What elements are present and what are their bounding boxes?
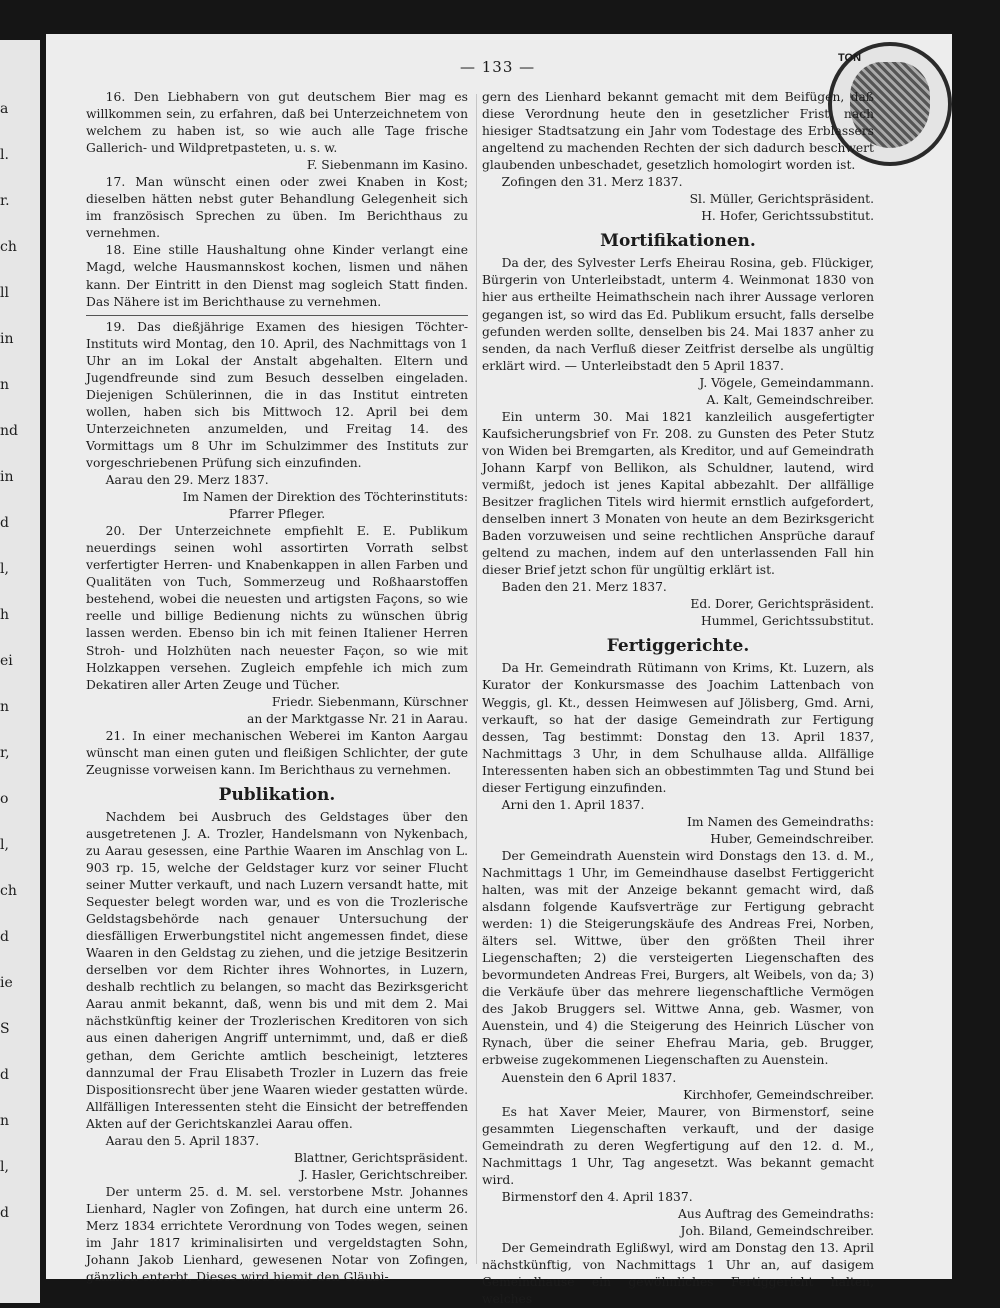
left-page-fragment: in	[0, 469, 14, 485]
paragraph: Da der, des Sylvester Lerfs Eheirau Rosina, geb. Flückiger, Bürgerin von Unterleibstadt, unterm 4. Weinmonat 1830 von hier aus ertheilte Heimathschein nach ihrer Aussage verloren gegangen ist, so wird das Ed. Publikum ersucht, falls derselbe gefunden werden sollte, denselben bis 24. Mai 1837 anher zu senden, da nach Verfluß dieser Zeitfrist derselbe als ungültig erklärt wird. — Unterleibstadt den 5 April 1837.	[482, 256, 874, 373]
paragraph: Der unterm 25. d. M. sel. verstorbene Mstr. Johannes Lienhard, Nagler von Zofingen, hat durch eine unterm 26. Merz 1834 errichtete Verordnung von Todes wegen, seinen im Jahr 1817 kriminalisirten und vergeldstagten Sohn, Johann Jakob Lienhard, gewesenen Notar von Zofingen, gänzlich enterbt. Dieses wird hiemit den Gläubi-	[86, 1184, 468, 1285]
left-page-fragment: l,	[0, 1159, 9, 1175]
left-page-fragment: d	[0, 1067, 9, 1083]
paragraph: gern des Lienhard bekannt gemacht mit dem Beifügen, daß diese Verordnung heute den in gesetzlicher Frist, nach hiesiger Stadtsatzung ein Jahr vom Todestage des Erblassers angeltend zu machenden Rechten der sich dadurch beschwert glaubenden unbeschadet, gesetzlich homologirt worden ist.	[482, 90, 874, 173]
left-page-fragment: ei	[0, 653, 13, 669]
signature-line: Ed. Dorer, Gerichtspräsident.	[690, 597, 874, 612]
paragraph: Auenstein den 6 April 1837.	[501, 1070, 677, 1085]
signature-line: Kirchhofer, Gemeindschreiber.	[683, 1087, 874, 1102]
left-page-fragment: n	[0, 699, 10, 715]
paragraph: Arni den 1. April 1837.	[501, 797, 645, 812]
signature-line: Im Namen der Direktion des Töchterinstituts:	[182, 490, 468, 505]
left-page-fragment: d	[0, 515, 9, 531]
left-page-fragment: l,	[0, 837, 9, 853]
right-column	[482, 89, 874, 1308]
left-page-fragment: n	[0, 1113, 10, 1129]
signature-line: Huber, Gemeindschreiber.	[710, 831, 874, 846]
left-page-fragment: h	[0, 607, 10, 623]
signature-line: Sl. Müller, Gerichtspräsident.	[689, 192, 874, 207]
signature-line: an der Marktgasse Nr. 21 in Aarau.	[247, 711, 468, 726]
signature-line: Hummel, Gerichtssubstitut.	[701, 614, 874, 629]
section-heading: Fertiggerichte.	[606, 636, 750, 657]
section-heading: Mortifikationen.	[600, 231, 756, 252]
left-page-fragment: nd	[0, 423, 18, 439]
signature-line: J. Vögele, Gemeindammann.	[699, 375, 874, 390]
paragraph: Birmenstorf den 4. April 1837.	[501, 1189, 693, 1204]
left-page-edge	[0, 40, 40, 1303]
left-page-fragment: n	[0, 377, 10, 393]
left-column	[86, 89, 468, 1286]
paragraph: 17. Man wünscht einen oder zwei Knaben in Kost; dieselben hätten nebst guter Behandlung Gelegenheit sich im französisch Sprechen zu üben. Im Berichthaus zu vernehmen.	[86, 175, 468, 241]
left-page-fragment: r,	[0, 745, 10, 761]
separator-rule	[86, 315, 468, 316]
paragraph: 18. Eine stille Haushaltung ohne Kinder verlangt eine Magd, welche Hausmannskost kochen, lismen und nähen kann. Der Eintritt in den Dienst mag sogleich Statt finden. Das Nähere ist im Berichthause zu vernehmen.	[86, 243, 468, 309]
signature-line: Pfarrer Pfleger.	[228, 507, 326, 522]
left-page-fragment: S	[0, 1021, 10, 1037]
signature-line: J. Hasler, Gerichtschreiber.	[299, 1167, 468, 1182]
left-page-fragment: ch	[0, 239, 17, 255]
paragraph: 16. Den Liebhabern von gut deutschem Bier mag es willkommen sein, zu erfahren, daß bei Unterzeichnetem von welchem zu haben ist, so wie auch alle Tage frische Gallerich- und Wildpretpasteten, u. s. w.	[86, 90, 468, 156]
left-page-fragment: r.	[0, 193, 10, 209]
left-page-fragment: ie	[0, 975, 13, 991]
left-page-fragment: l,	[0, 561, 9, 577]
signature-line: H. Hofer, Gerichtssubstitut.	[701, 209, 874, 224]
left-page-fragment: a	[0, 101, 9, 117]
signature-line: Im Namen des Gemeindraths:	[687, 814, 874, 829]
paragraph: 21. In einer mechanischen Weberei im Kanton Aargau wünscht man einen guten und fleißigen Schlichter, der gute Zeugnisse vorweisen kann. Im Berichthaus zu vernehmen.	[86, 728, 468, 777]
left-page-fragment: d	[0, 1205, 9, 1221]
signature-line: F. Siebenmann im Kasino.	[306, 158, 468, 173]
paragraph: Ein unterm 30. Mai 1821 kanzleilich ausgefertigter Kaufsicherungsbrief von Fr. 208. zu Gunsten des Peter Stutz von Widen bei Bremgarten, als Kreditor, und auf Gemeindrath Johann Karpf von Bellikon, als Schuldner, lautend, wird vermißt, jedoch ist jenes Kapital abbezahlt. Der allfällige Besitzer fraglichen Titels wird hiermit ernstlich aufgefordert, denselben innert 3 Monaten von heute an dem Bezirksgericht Baden vorzuweisen und seine rechtlichen Ansprüche darauf geltend zu machen, indem auf den unterlassenden Fall hin dieser Brief jetzt schon für ungültig erklärt ist.	[482, 409, 874, 578]
left-page-fragment: ll	[0, 285, 9, 301]
signature-line: Joh. Biland, Gemeindschreiber.	[680, 1223, 874, 1238]
paragraph: Nachdem bei Ausbruch des Geldstages über den ausgetretenen J. A. Trozler, Handelsmann von Nykenbach, zu Aarau gesessen, eine Parthie Waaren im Anschlag von L. 903 rp. 15, welche der Geldstager kurz vor seiner Flucht seiner Mutter verkauft, und nach Luzern versandt hatte, mit Sequester belegt worden war, und es von die Trozlerische Geldstagsbehörde nach genauer Untersuchung der diesfälligen Erwerbungstitel nicht angemessen findet, diese Waaren in den Geldstag zu ziehen, und die jetzige Besitzerin derselben vor dem Richter ihres Wohnortes, in Luzern, deshalb rechtlich zu belangen, so macht das Bezirksgericht Aarau anmit bekannt, daß, wenn bis und mit dem 2. Mai nächstkünftig keiner der Trozlerischen Kreditoren von sich aus einen daherigen Angriff unternimmt, und, daß er dieß gethan, dem Gerichte amtlich bescheinigt, letzteres dannzumal der Frau Elisabeth Trozler in Luzern das freie Dispositionsrecht über jene Waaren wieder gestatten würde. Allfälligen Interessenten steht die Einsicht der betreffenden Akten auf der Gerichtskanzlei Aarau offen.	[86, 809, 468, 1131]
signature-line: A. Kalt, Gemeindschreiber.	[706, 392, 874, 407]
section-heading: Publikation.	[218, 784, 336, 805]
stamp-text: TON	[838, 52, 862, 64]
paragraph: 20. Der Unterzeichnete empfiehlt E. E. Publikum neuerdings seinen wohl assortirten Vorrath selbst verfertigter Herren- und Knabenkappen in allen Farben und Qualitäten von Tuch, Sommerzeug und Roßhaarstoffen bestehend, wobei die neuesten und artigsten Façons, so wie reelle und billige Bedienung nichts zu wünschen übrig lassen werden. Ebenso bin ich mit feinen Italiener Herren Stroh- und Holzhüten nach neuester Façon, so wie mit Holzkappen versehen. Zugleich empfehle ich mich zum Dekatiren aller Arten Zeuge und Tücher.	[86, 524, 468, 692]
paragraph: Aarau den 5. April 1837.	[105, 1133, 260, 1148]
signature-line: Aus Auftrag des Gemeindraths:	[678, 1206, 874, 1221]
paragraph: Der Gemeindrath Auenstein wird Donstags den 13. d. M., Nachmittags 1 Uhr, im Gemeindhause daselbst Fertiggericht halten, was mit der Anzeige bekannt gemacht wird, daß alsdann folgende Kaufsverträge zur Fertigung gebracht werden: 1) die Steigerungskäufe des Andreas Frei, Norben, älters sel. Wittwe, über den größten Theil ihrer Liegenschaften; 2) die versteigerten Liegenschaften des bevormundeten Andreas Frei, Burgers, alt Weibels, von da; 3) die Verkäufe über das mehrere liegenschaftliche Vermögen des Jakob Bruggers sel. Wittwe Anna, geb. Wasmer, von Auenstein, und 4) die Steigerung des Heinrich Lüscher von Rynach, über die seiner Ehefrau Maria, geb. Brugger, erbweise zugekommenen Liegenschaften zu Auenstein.	[482, 848, 874, 1068]
signature-line: Friedr. Siebenmann, Kürschner	[271, 694, 468, 709]
left-page-fragment: ch	[0, 883, 17, 899]
paragraph: Es hat Xaver Meier, Maurer, von Birmenstorf, seine gesammten Liegenschaften verkauft, und der dasige Gemeindrath zu deren Wegfertigung auf den 12. d. M., Nachmittags 1 Uhr, Tag angesetzt. Was bekannt gemacht wird.	[482, 1104, 874, 1187]
paragraph: Aarau den 29. Merz 1837.	[105, 473, 269, 488]
signature-line: Blattner, Gerichtspräsident.	[294, 1150, 468, 1165]
paragraph: Der Gemeindrath Eglißwyl, wird am Donstag den 13. April nächstkünftig, von Nachmittags 1 Uhr an, auf dasigem Gemeindhause ein gewöhnliches Fertiggericht halten, welches	[482, 1241, 874, 1307]
left-page-fragment: l.	[0, 147, 9, 163]
column-divider	[476, 94, 477, 1264]
paragraph: Zofingen den 31. Merz 1837.	[501, 175, 683, 190]
newspaper-page	[46, 34, 952, 1307]
paragraph: 19. Das dießjährige Examen des hiesigen Töchter-Instituts wird Montag, den 10. April, des Nachmittags von 1 Uhr an im Lokal der Anstalt abgehalten. Eltern und Jugendfreunde sind zum Besuch desselben eingeladen. Diejenigen Schülerinnen, die in das Institut eintreten wollen, haben sich bis Mittwoch 12. April bei dem Unterzeichneten anzumelden, und Freitag 14. des Vormittags um 8 Uhr im Schulzimmer des Instituts zur vorgeschriebenen Prüfung sich einzufinden.	[86, 319, 468, 470]
paragraph: Da Hr. Gemeindrath Rütimann von Krims, Kt. Luzern, als Kurator der Konkursmasse des Joachim Lattenbach von Weggis, gl. Kt., dessen Heimwesen auf Jölisberg, Gmd. Arni, verkauft, so hat der dasige Gemeindrath zur Fertigung dessen, Tag bestimmt: Donstag den 13. April 1837, Nachmittags 3 Uhr, in dem Schulhause allda. Allfällige Interessenten haben sich an obbestimmten Tag und Stund bei dieser Fertigung einzufinden.	[482, 661, 874, 795]
left-page-fragment: d	[0, 929, 9, 945]
page-number: — 133 —	[460, 58, 536, 76]
paragraph: Baden den 21. Merz 1837.	[501, 580, 667, 595]
left-page-fragment: o	[0, 791, 9, 807]
left-page-fragment: in	[0, 331, 14, 347]
